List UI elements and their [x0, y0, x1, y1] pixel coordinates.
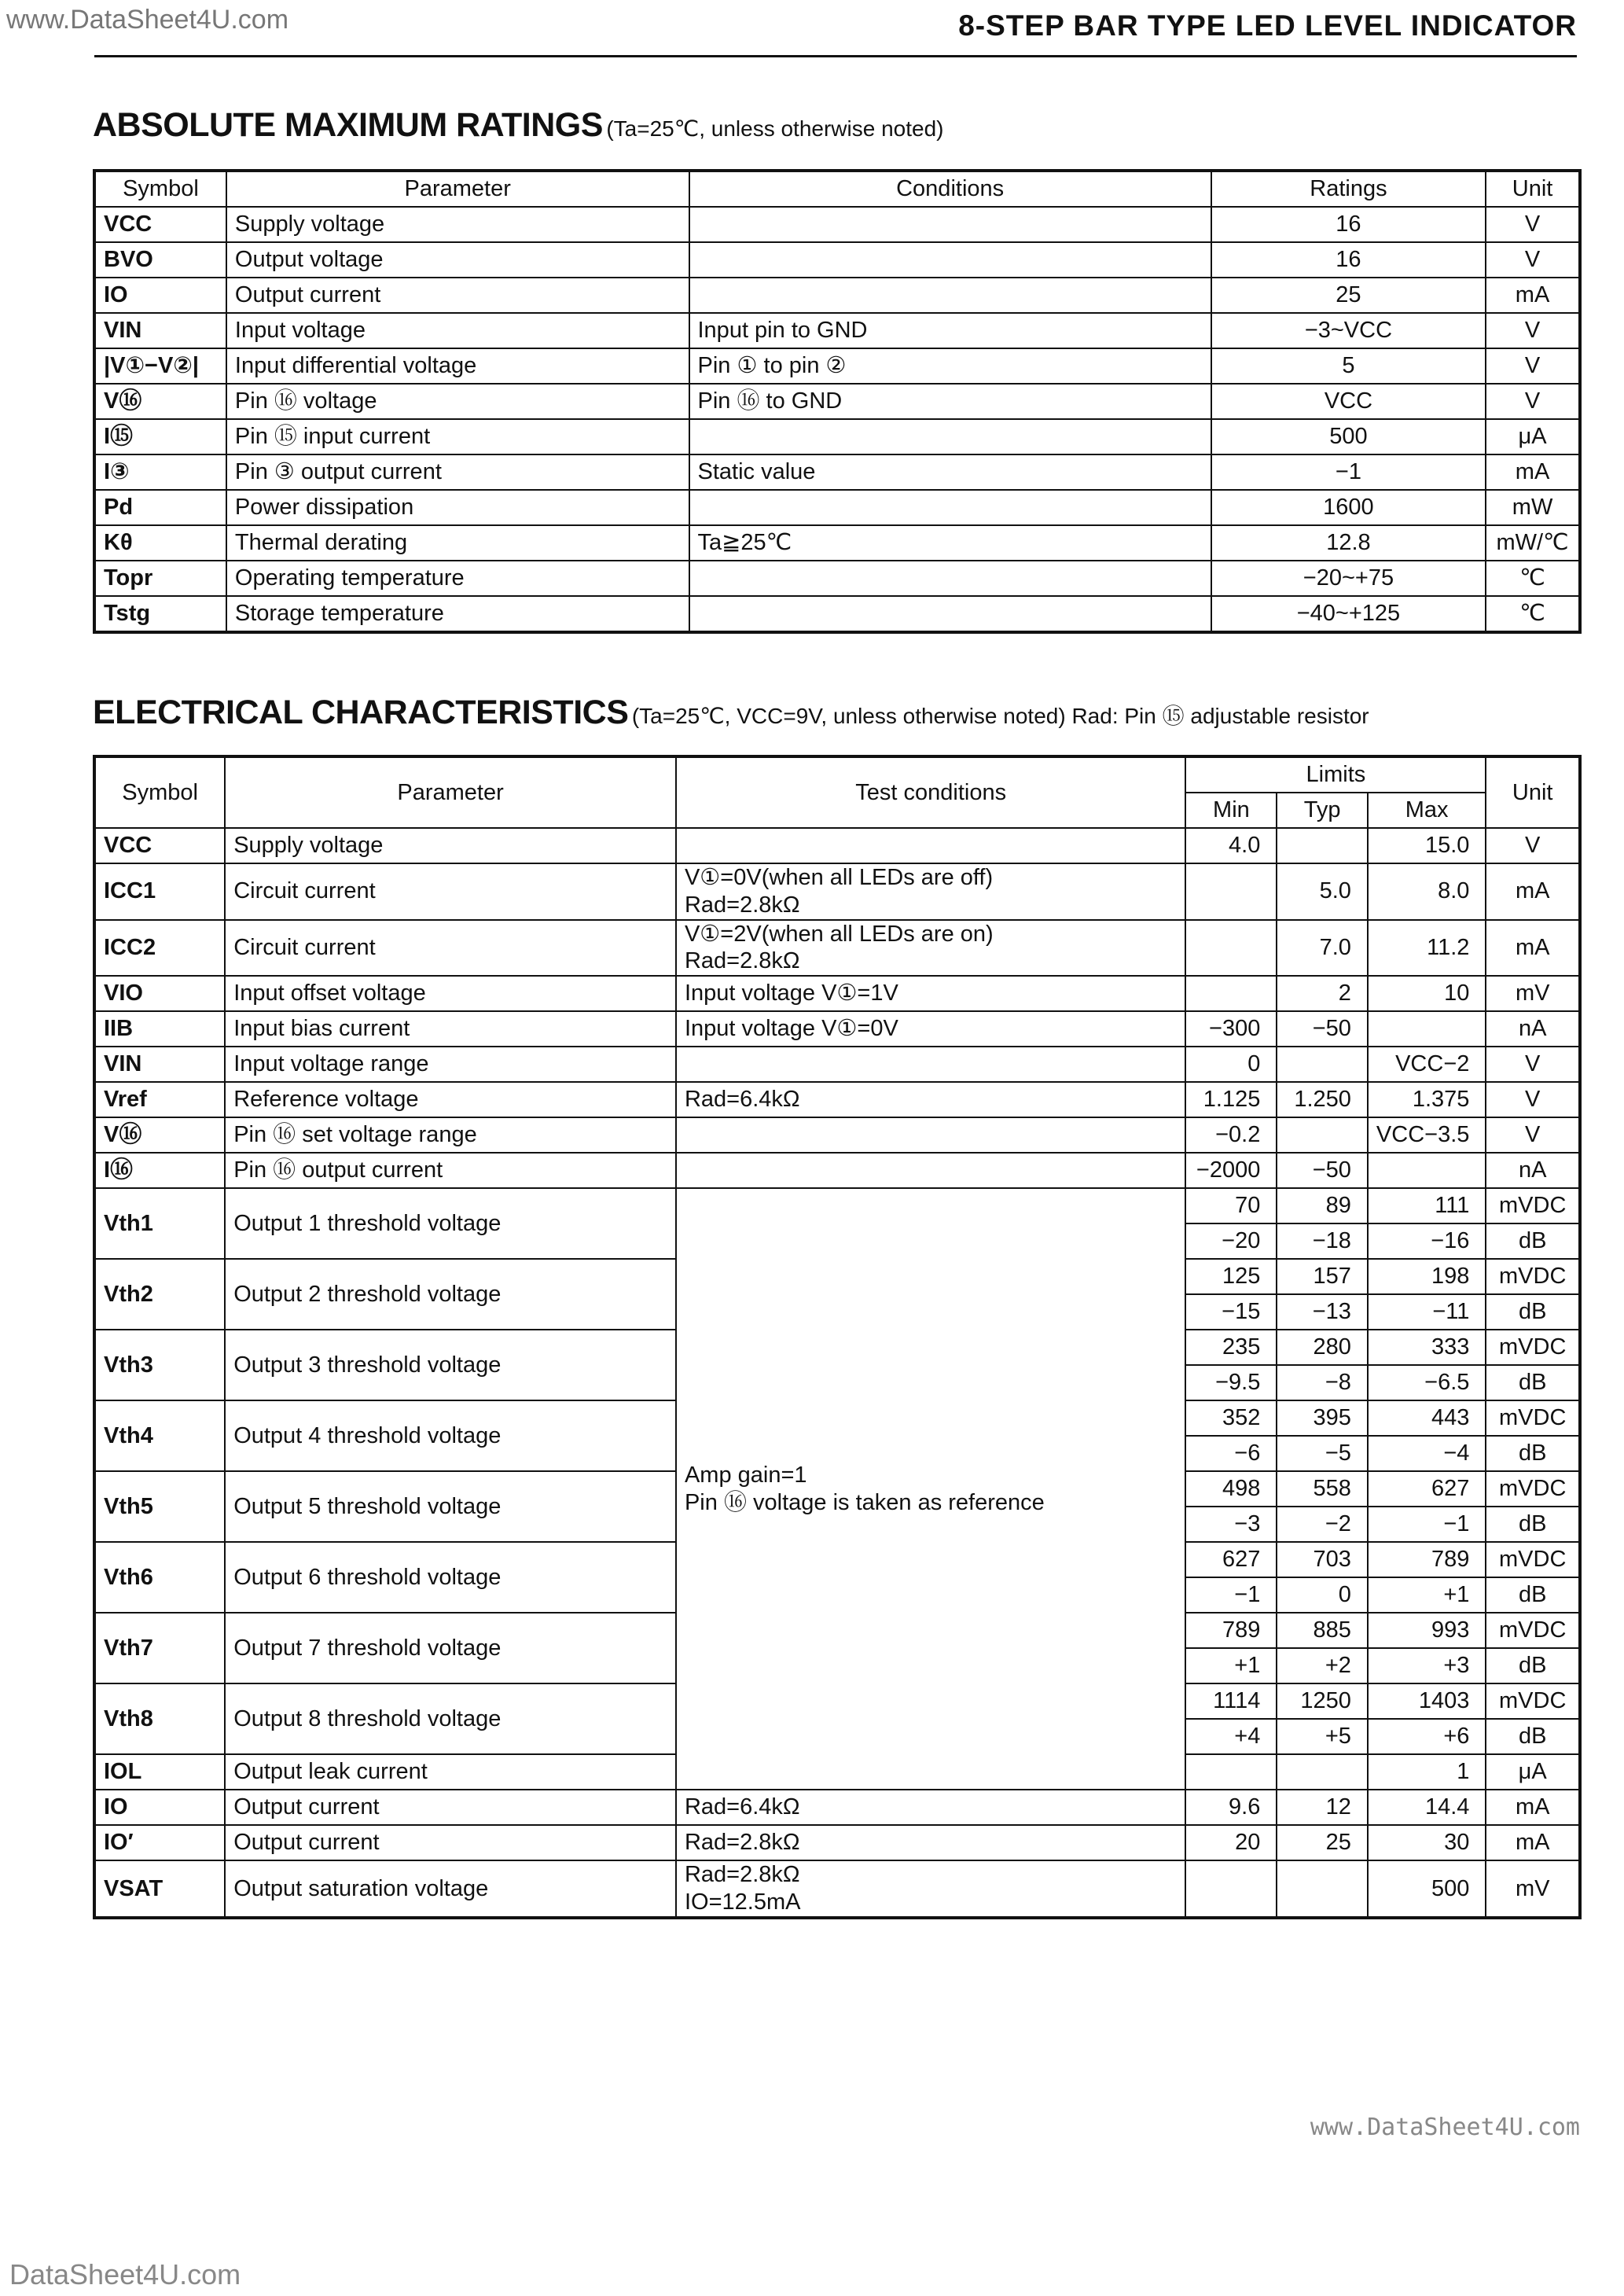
min-cell: 235	[1185, 1330, 1277, 1365]
min-cell: −9.5	[1185, 1365, 1277, 1400]
unit-cell: dB	[1486, 1719, 1580, 1754]
max-cell: 198	[1368, 1259, 1486, 1294]
parameter-cell: Thermal derating	[226, 525, 689, 561]
ec-col-min: Min	[1185, 793, 1277, 828]
typ-cell: −5	[1277, 1436, 1368, 1471]
symbol-cell: I③	[94, 454, 226, 490]
unit-cell: mA	[1486, 1790, 1580, 1825]
amr-header-row	[94, 171, 1580, 207]
test-conditions-cell	[676, 976, 1185, 1011]
amr-col-conditions: Conditions	[689, 171, 1211, 207]
test-conditions-cell	[676, 1825, 1185, 1860]
unit-cell: mA	[1486, 920, 1580, 977]
unit-cell: mVDC	[1486, 1471, 1580, 1507]
table-row	[94, 313, 1580, 348]
ec-header-row	[94, 756, 1580, 793]
table-row	[94, 1188, 1580, 1223]
parameter-cell: Pin ⑯ voltage	[226, 384, 689, 419]
test-conditions-cell	[676, 1790, 1185, 1825]
conditions-cell	[689, 419, 1211, 454]
ec-col-limits: Limits	[1185, 756, 1486, 793]
symbol-cell: IO	[94, 1790, 225, 1825]
unit-cell: V	[1486, 348, 1580, 384]
rating-cell: −40~+125	[1211, 596, 1486, 632]
test-condition-line: Rad=2.8kΩ	[684, 1862, 800, 1888]
amr-col-symbol: Symbol	[94, 171, 226, 207]
typ-cell: −18	[1277, 1223, 1368, 1259]
parameter-cell: Output 3 threshold voltage	[225, 1330, 676, 1400]
max-cell: 627	[1368, 1471, 1486, 1507]
unit-cell: V	[1486, 207, 1580, 242]
symbol-cell: VCC	[94, 207, 226, 242]
table-row	[94, 1082, 1580, 1117]
min-cell: 0	[1185, 1047, 1277, 1082]
typ-cell: 89	[1277, 1188, 1368, 1223]
unit-cell: dB	[1486, 1507, 1580, 1542]
amr-col-unit: Unit	[1486, 171, 1580, 207]
min-cell	[1185, 1860, 1277, 1918]
min-cell	[1185, 920, 1277, 977]
min-cell: −3	[1185, 1507, 1277, 1542]
table-row	[94, 278, 1580, 313]
symbol-cell: Vth4	[94, 1400, 225, 1471]
symbol-cell: Kθ	[94, 525, 226, 561]
parameter-cell: Output voltage	[226, 242, 689, 278]
parameter-cell: Output saturation voltage	[225, 1860, 676, 1918]
parameter-cell: Supply voltage	[226, 207, 689, 242]
typ-cell	[1277, 828, 1368, 863]
unit-cell: nA	[1486, 1011, 1580, 1047]
conditions-cell	[689, 207, 1211, 242]
min-cell	[1185, 863, 1277, 920]
parameter-cell: Input bias current	[225, 1011, 676, 1047]
unit-cell: mA	[1486, 863, 1580, 920]
min-cell: −1	[1185, 1577, 1277, 1613]
symbol-cell: |V①−V②|	[94, 348, 226, 384]
typ-cell: 5.0	[1277, 863, 1368, 920]
symbol-cell: Vth6	[94, 1542, 225, 1613]
ec-col-typ: Typ	[1277, 793, 1368, 828]
table-row	[94, 1153, 1580, 1188]
max-cell	[1368, 1153, 1486, 1188]
symbol-cell: I⑯	[94, 1153, 225, 1188]
rating-cell: −1	[1211, 454, 1486, 490]
table-row	[94, 454, 1580, 490]
typ-cell	[1277, 1860, 1368, 1918]
max-cell: −4	[1368, 1436, 1486, 1471]
unit-cell: mVDC	[1486, 1613, 1580, 1648]
symbol-cell: IIB	[94, 1011, 225, 1047]
max-cell: 11.2	[1368, 920, 1486, 977]
test-conditions-cell	[676, 920, 1185, 977]
table-row	[94, 976, 1580, 1011]
table-row	[94, 1117, 1580, 1153]
typ-cell: 558	[1277, 1471, 1368, 1507]
test-conditions-cell	[676, 1117, 1185, 1153]
symbol-cell: V⑯	[94, 384, 226, 419]
test-conditions-cell	[676, 863, 1185, 920]
max-cell: 443	[1368, 1400, 1486, 1436]
symbol-cell: VIN	[94, 1047, 225, 1082]
typ-cell: 25	[1277, 1825, 1368, 1860]
parameter-cell: Input voltage range	[225, 1047, 676, 1082]
min-cell: −2000	[1185, 1153, 1277, 1188]
symbol-cell: VSAT	[94, 1860, 225, 1918]
parameter-cell: Output 2 threshold voltage	[225, 1259, 676, 1330]
typ-cell: 0	[1277, 1577, 1368, 1613]
parameter-cell: Output 8 threshold voltage	[225, 1683, 676, 1754]
min-cell: −300	[1185, 1011, 1277, 1047]
amr-col-ratings: Ratings	[1211, 171, 1486, 207]
unit-cell: mW/℃	[1486, 525, 1580, 561]
unit-cell: dB	[1486, 1365, 1580, 1400]
conditions-cell	[689, 561, 1211, 596]
typ-cell: 157	[1277, 1259, 1368, 1294]
rating-cell: 12.8	[1211, 525, 1486, 561]
ec-condition: (Ta=25℃, VCC=9V, unless otherwise noted) Rad: Pin ⑮ adjustable resistor	[631, 704, 1369, 728]
table-row	[94, 561, 1580, 596]
typ-cell: 1.250	[1277, 1082, 1368, 1117]
amr-condition: (Ta=25℃, unless otherwise noted)	[606, 116, 944, 141]
parameter-cell: Pin ⑯ output current	[225, 1153, 676, 1188]
symbol-cell: IO	[94, 278, 226, 313]
conditions-cell: Static value	[689, 454, 1211, 490]
test-conditions-cell	[676, 828, 1185, 863]
min-cell: 125	[1185, 1259, 1277, 1294]
min-cell: 789	[1185, 1613, 1277, 1648]
max-cell: +6	[1368, 1719, 1486, 1754]
max-cell: 1	[1368, 1754, 1486, 1790]
typ-cell: 2	[1277, 976, 1368, 1011]
max-cell	[1368, 1011, 1486, 1047]
symbol-cell: IOL	[94, 1754, 225, 1790]
conditions-cell	[689, 278, 1211, 313]
typ-cell: 1250	[1277, 1683, 1368, 1719]
conditions-cell	[689, 596, 1211, 632]
unit-cell: mVDC	[1486, 1330, 1580, 1365]
parameter-cell: Circuit current	[225, 863, 676, 920]
unit-cell: mVDC	[1486, 1259, 1580, 1294]
typ-cell: −8	[1277, 1365, 1368, 1400]
unit-cell: μA	[1486, 419, 1580, 454]
typ-cell: +5	[1277, 1719, 1368, 1754]
typ-cell: 12	[1277, 1790, 1368, 1825]
min-cell: 1114	[1185, 1683, 1277, 1719]
symbol-cell: IO′	[94, 1825, 225, 1860]
unit-cell: dB	[1486, 1577, 1580, 1613]
ec-col-test-conditions: Test conditions	[676, 756, 1185, 828]
min-cell	[1185, 976, 1277, 1011]
min-cell: −20	[1185, 1223, 1277, 1259]
conditions-cell: Ta≧25℃	[689, 525, 1211, 561]
parameter-cell: Input voltage	[226, 313, 689, 348]
unit-cell: mA	[1486, 278, 1580, 313]
unit-cell: mVDC	[1486, 1400, 1580, 1436]
min-cell: 1.125	[1185, 1082, 1277, 1117]
min-cell: −6	[1185, 1436, 1277, 1471]
unit-cell: mVDC	[1486, 1542, 1580, 1577]
typ-cell	[1277, 1117, 1368, 1153]
symbol-cell: VCC	[94, 828, 225, 863]
rating-cell: 16	[1211, 207, 1486, 242]
typ-cell: 703	[1277, 1542, 1368, 1577]
electrical-characteristics-table	[93, 755, 1582, 1919]
test-conditions-cell	[676, 1082, 1185, 1117]
typ-cell: 7.0	[1277, 920, 1368, 977]
unit-cell: mW	[1486, 490, 1580, 525]
typ-cell: −13	[1277, 1294, 1368, 1330]
symbol-cell: Pd	[94, 490, 226, 525]
max-cell: 1403	[1368, 1683, 1486, 1719]
max-cell: −6.5	[1368, 1365, 1486, 1400]
test-condition-line: Input voltage V①=0V	[684, 1016, 898, 1042]
watermark-right: www.DataSheet4U.com	[1310, 2114, 1580, 2141]
max-cell: +1	[1368, 1577, 1486, 1613]
watermark-top: www.DataSheet4U.com	[6, 5, 289, 35]
min-cell: 9.6	[1185, 1790, 1277, 1825]
max-cell: 30	[1368, 1825, 1486, 1860]
typ-cell: −50	[1277, 1011, 1368, 1047]
symbol-cell: Vth2	[94, 1259, 225, 1330]
test-conditions-cell	[676, 1860, 1185, 1918]
conditions-cell: Pin ⑯ to GND	[689, 384, 1211, 419]
unit-cell: mV	[1486, 1860, 1580, 1918]
rating-cell: −3~VCC	[1211, 313, 1486, 348]
test-condition-line: Pin ⑯ voltage is taken as reference	[684, 1489, 1045, 1515]
parameter-cell: Output current	[225, 1825, 676, 1860]
typ-cell: +2	[1277, 1648, 1368, 1683]
table-row	[94, 490, 1580, 525]
unit-cell: V	[1486, 828, 1580, 863]
max-cell: 8.0	[1368, 863, 1486, 920]
test-condition-line: Rad=2.8kΩ	[684, 892, 800, 918]
ec-col-parameter: Parameter	[225, 756, 676, 828]
max-cell: 1.375	[1368, 1082, 1486, 1117]
ec-col-symbol: Symbol	[94, 756, 225, 828]
absolute-maximum-ratings-table	[93, 169, 1582, 634]
ec-heading: ELECTRICAL CHARACTERISTICS	[93, 694, 629, 731]
unit-cell: μA	[1486, 1754, 1580, 1790]
table-row	[94, 207, 1580, 242]
table-row	[94, 1825, 1580, 1860]
min-cell: 20	[1185, 1825, 1277, 1860]
symbol-cell: Topr	[94, 561, 226, 596]
parameter-cell: Pin ⑯ set voltage range	[225, 1117, 676, 1153]
symbol-cell: ICC2	[94, 920, 225, 977]
rating-cell: 1600	[1211, 490, 1486, 525]
parameter-cell: Input differential voltage	[226, 348, 689, 384]
parameter-cell: Input offset voltage	[225, 976, 676, 1011]
conditions-cell: Input pin to GND	[689, 313, 1211, 348]
table-row	[94, 863, 1580, 920]
symbol-cell: VIN	[94, 313, 226, 348]
parameter-cell: Power dissipation	[226, 490, 689, 525]
table-row	[94, 1860, 1580, 1918]
test-condition-line: Amp gain=1	[684, 1462, 807, 1488]
typ-cell: −2	[1277, 1507, 1368, 1542]
min-cell: 4.0	[1185, 828, 1277, 863]
max-cell: 500	[1368, 1860, 1486, 1918]
min-cell: 352	[1185, 1400, 1277, 1436]
table-row	[94, 1047, 1580, 1082]
test-condition-line: Rad=6.4kΩ	[684, 1794, 800, 1820]
threshold-test-conditions-cell	[676, 1188, 1185, 1790]
header-rule	[94, 55, 1577, 57]
symbol-cell: Vth3	[94, 1330, 225, 1400]
amr-col-parameter: Parameter	[226, 171, 689, 207]
test-condition-line: V①=2V(when all LEDs are on)	[684, 921, 994, 947]
min-cell: −15	[1185, 1294, 1277, 1330]
test-condition-line: Rad=2.8kΩ	[684, 1830, 800, 1856]
parameter-cell: Output leak current	[225, 1754, 676, 1790]
min-cell: 498	[1185, 1471, 1277, 1507]
unit-cell: mA	[1486, 454, 1580, 490]
conditions-cell: Pin ① to pin ②	[689, 348, 1211, 384]
typ-cell: 280	[1277, 1330, 1368, 1365]
unit-cell: V	[1486, 1082, 1580, 1117]
unit-cell: dB	[1486, 1436, 1580, 1471]
test-condition-line: Rad=6.4kΩ	[684, 1087, 800, 1113]
parameter-cell: Output 5 threshold voltage	[225, 1471, 676, 1542]
min-cell	[1185, 1754, 1277, 1790]
min-cell: 627	[1185, 1542, 1277, 1577]
symbol-cell: ICC1	[94, 863, 225, 920]
parameter-cell: Reference voltage	[225, 1082, 676, 1117]
parameter-cell: Pin ⑮ input current	[226, 419, 689, 454]
unit-cell: V	[1486, 1047, 1580, 1082]
unit-cell: dB	[1486, 1223, 1580, 1259]
unit-cell: dB	[1486, 1294, 1580, 1330]
test-conditions-cell	[676, 1153, 1185, 1188]
parameter-cell: Pin ③ output current	[226, 454, 689, 490]
test-condition-line: IO=12.5mA	[684, 1889, 801, 1915]
test-conditions-cell	[676, 1011, 1185, 1047]
rating-cell: 25	[1211, 278, 1486, 313]
symbol-cell: V⑯	[94, 1117, 225, 1153]
unit-cell: V	[1486, 384, 1580, 419]
unit-cell: mVDC	[1486, 1188, 1580, 1223]
table-row	[94, 348, 1580, 384]
test-conditions-cell	[676, 1047, 1185, 1082]
rating-cell: 16	[1211, 242, 1486, 278]
unit-cell: mVDC	[1486, 1683, 1580, 1719]
max-cell: 789	[1368, 1542, 1486, 1577]
unit-cell: nA	[1486, 1153, 1580, 1188]
max-cell: 333	[1368, 1330, 1486, 1365]
symbol-cell: I⑮	[94, 419, 226, 454]
parameter-cell: Output 6 threshold voltage	[225, 1542, 676, 1613]
max-cell: 14.4	[1368, 1790, 1486, 1825]
rating-cell: VCC	[1211, 384, 1486, 419]
test-condition-line: Rad=2.8kΩ	[684, 948, 800, 974]
parameter-cell: Circuit current	[225, 920, 676, 977]
max-cell: VCC−3.5	[1368, 1117, 1486, 1153]
max-cell: +3	[1368, 1648, 1486, 1683]
max-cell: 15.0	[1368, 828, 1486, 863]
max-cell: 10	[1368, 976, 1486, 1011]
typ-cell: 885	[1277, 1613, 1368, 1648]
rating-cell: −20~+75	[1211, 561, 1486, 596]
ec-col-max: Max	[1368, 793, 1486, 828]
min-cell: 70	[1185, 1188, 1277, 1223]
table-row	[94, 419, 1580, 454]
parameter-cell: Output current	[225, 1790, 676, 1825]
unit-cell: mV	[1486, 976, 1580, 1011]
unit-cell: mA	[1486, 1825, 1580, 1860]
table-row	[94, 525, 1580, 561]
watermark-bottom: DataSheet4U.com	[9, 2258, 241, 2290]
min-cell: +1	[1185, 1648, 1277, 1683]
table-row	[94, 1790, 1580, 1825]
typ-cell	[1277, 1754, 1368, 1790]
symbol-cell: Vref	[94, 1082, 225, 1117]
table-row	[94, 920, 1580, 977]
conditions-cell	[689, 242, 1211, 278]
parameter-cell: Supply voltage	[225, 828, 676, 863]
parameter-cell: Storage temperature	[226, 596, 689, 632]
max-cell: 993	[1368, 1613, 1486, 1648]
symbol-cell: VIO	[94, 976, 225, 1011]
table-row	[94, 596, 1580, 632]
max-cell: VCC−2	[1368, 1047, 1486, 1082]
parameter-cell: Output 7 threshold voltage	[225, 1613, 676, 1683]
amr-section-title	[93, 106, 943, 145]
symbol-cell: BVO	[94, 242, 226, 278]
min-cell: −0.2	[1185, 1117, 1277, 1153]
max-cell: −11	[1368, 1294, 1486, 1330]
unit-cell: V	[1486, 313, 1580, 348]
unit-cell: ℃	[1486, 596, 1580, 632]
max-cell: 111	[1368, 1188, 1486, 1223]
typ-cell: −50	[1277, 1153, 1368, 1188]
parameter-cell: Output 4 threshold voltage	[225, 1400, 676, 1471]
table-row	[94, 384, 1580, 419]
unit-cell: V	[1486, 1117, 1580, 1153]
test-condition-line: Input voltage V①=1V	[684, 981, 898, 1006]
unit-cell: V	[1486, 242, 1580, 278]
symbol-cell: Vth7	[94, 1613, 225, 1683]
symbol-cell: Vth5	[94, 1471, 225, 1542]
table-row	[94, 242, 1580, 278]
table-row	[94, 1011, 1580, 1047]
ec-col-unit: Unit	[1486, 756, 1580, 828]
rating-cell: 5	[1211, 348, 1486, 384]
rating-cell: 500	[1211, 419, 1486, 454]
parameter-cell: Output 1 threshold voltage	[225, 1188, 676, 1259]
symbol-cell: Vth1	[94, 1188, 225, 1259]
unit-cell: dB	[1486, 1648, 1580, 1683]
min-cell: +4	[1185, 1719, 1277, 1754]
conditions-cell	[689, 490, 1211, 525]
parameter-cell: Output current	[226, 278, 689, 313]
ec-section-title	[93, 694, 1369, 732]
symbol-cell: Tstg	[94, 596, 226, 632]
max-cell: −1	[1368, 1507, 1486, 1542]
amr-heading: ABSOLUTE MAXIMUM RATINGS	[93, 106, 603, 144]
typ-cell: 395	[1277, 1400, 1368, 1436]
max-cell: −16	[1368, 1223, 1486, 1259]
document-title: 8-STEP BAR TYPE LED LEVEL INDICATOR	[958, 9, 1577, 42]
symbol-cell: Vth8	[94, 1683, 225, 1754]
table-row	[94, 828, 1580, 863]
parameter-cell: Operating temperature	[226, 561, 689, 596]
unit-cell: ℃	[1486, 561, 1580, 596]
typ-cell	[1277, 1047, 1368, 1082]
test-condition-line: V①=0V(when all LEDs are off)	[684, 865, 994, 890]
